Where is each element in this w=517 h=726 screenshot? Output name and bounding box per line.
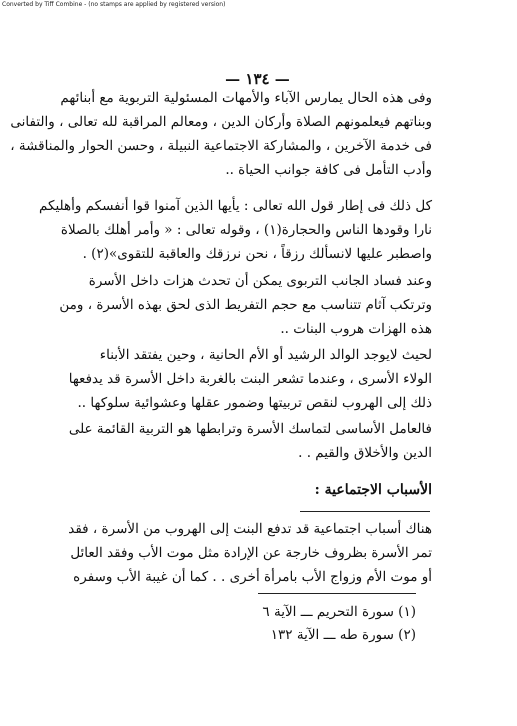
text-line: الولاء الأسرى ، وعندما تشعر البنت بالغربة داخل الأسرة قد يدفعها: [68, 371, 432, 387]
heading-underline: [300, 511, 430, 512]
text-line: فى خدمة الآخرين ، والمشاركة الاجتماعية النبيلة ، وحسن الحوار والمناقشة ،: [10, 138, 432, 154]
paragraph-social-causes: [68, 517, 432, 589]
converter-banner: Converted by Tiff Combine - (no stamps are applied by registered version): [2, 1, 226, 8]
paragraph-runaway-causes: [68, 343, 432, 415]
text-line: كل ذلك فى إطار قول الله تعالى : يأيها الذين آمنوا قوا أنفسكم وأهليكم: [39, 198, 432, 214]
text-line: فالعامل الأساسى لتماسك الأسرة وترابطها هو التربية القائمة على: [68, 421, 432, 437]
paragraph-quran-quote: [39, 194, 432, 266]
text-line: الدين والأخلاق والقيم . .: [298, 445, 432, 461]
text-line: وبناتهم فيعلمونهم الصلاة وأركان الدين ، ومعالم المراقبة لله تعالى ، والتفانى: [10, 114, 432, 130]
text-line: تمر الأسرة بظروف خارجة عن الإرادة مثل موت الأب وفقد العائل: [70, 545, 432, 561]
paragraph-cohesion-factor: [68, 417, 432, 465]
text-line: هذه الهزات هروب البنات ..: [280, 321, 432, 337]
footnote-2: (٢) سورة طه ـــ الآية ١٣٢: [270, 627, 416, 643]
footnote-1: (١) سورة التحريم ـــ الآية ٦: [262, 604, 416, 620]
text-line: لحيث لايوجد الوالد الرشيد أو الأم الحانية ، وحين يفتقد الأبناء: [99, 347, 432, 363]
paragraph-upbringing-failure: [59, 269, 432, 341]
footnote-separator: [258, 593, 416, 594]
text-line: وفى هذه الحال يمارس الآباء والأمهات المسئولية التربوية مع أبنائهم: [60, 90, 432, 106]
text-line: وعند فساد الجانب التربوى يمكن أن تحدث هزات داخل الأسرة: [88, 273, 432, 289]
text-line: واصطبر عليها لانسألك رزقاً ، نحن نرزقك والعاقبة للتقوى»(٢) .: [82, 246, 432, 262]
section-heading: الأسباب الاجتماعية :: [314, 482, 432, 498]
text-line: وترتكب آثام تتناسب مع حجم التفريط الذى لحق بهذه الأسرة ، ومن: [59, 297, 432, 313]
page-number: — ١٣٤ —: [225, 70, 290, 88]
text-line: أو موت الأم وزواج الأب بامرأة أخرى . . كما أن غيبة الأب وسفره: [73, 569, 432, 585]
text-line: وأدب التأمل فى كافة جوانب الحياة ..: [225, 162, 432, 178]
text-line: هناك أسباب اجتماعية قد تدفع البنت إلى الهروب من الأسرة ، فقد: [68, 521, 432, 537]
text-line: ذلك إلى الهروب لنقص تربيتها وضمور عقلها وعشوائية سلوكها ..: [77, 395, 432, 411]
paragraph-family-upbringing: [10, 86, 432, 182]
text-line: نارا وقودها الناس والحجارة(١) ، وقوله تعالى : « وأمر أهلك بالصلاة: [60, 222, 432, 238]
